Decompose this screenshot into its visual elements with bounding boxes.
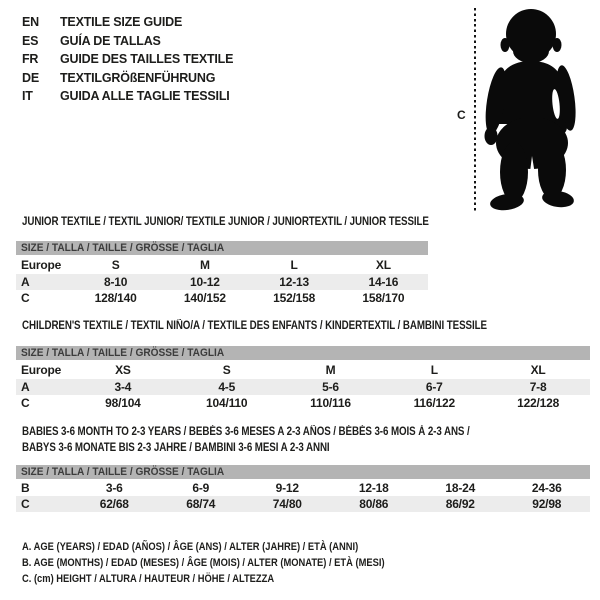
children-size-table (16, 346, 590, 411)
size-header-bar (16, 465, 590, 479)
size-header-text: SIZE / TALLA / TAILLE / GRÖSSE / TAGLIA (21, 242, 225, 254)
table-row-height (16, 290, 428, 306)
row-label: Europe (21, 363, 62, 377)
age-cell: 4-5 (218, 380, 236, 394)
language-code: IT (22, 89, 33, 104)
size-header-text: SIZE / TALLA / TAILLE / GRÖSSE / TAGLIA (21, 347, 225, 359)
children-table-title: CHILDREN'S TEXTILE / TEXTIL NIÑO/A / TEXTILE DES ENFANTS / KINDERTEXTIL / BAMBINI TESSILE (22, 320, 487, 332)
height-cell: 104/110 (206, 396, 248, 410)
footnote-c: C. (cm) HEIGHT / ALTURA / HAUTEUR / HÖHE / ALTEZZA (22, 573, 275, 585)
age-cell: 9-12 (275, 481, 299, 495)
age-cell: 8-10 (104, 275, 128, 289)
age-cell: 14-16 (368, 275, 399, 289)
toddler-silhouette (481, 6, 589, 212)
babies-table-title (22, 424, 470, 456)
language-code: ES (22, 33, 39, 48)
language-row-es (22, 32, 233, 51)
height-cell: 92/98 (532, 497, 562, 511)
table-row-europe (16, 256, 428, 274)
age-cell: 3-6 (105, 481, 123, 495)
table-row-age (16, 379, 590, 395)
table-row-age-months (16, 480, 590, 496)
size-cell: S (222, 363, 231, 377)
language-row-en (22, 13, 233, 32)
language-title-list (22, 13, 233, 106)
size-header-bar (16, 241, 428, 255)
table-row-height (16, 496, 590, 512)
size-header-bar (16, 346, 590, 360)
footnote-b: B. AGE (MONTHS) / EDAD (MESES) / ÂGE (MOIS) / ALTER (MONATE) / ETÀ (MESI) (22, 557, 385, 569)
height-cell: 152/158 (273, 291, 316, 305)
size-cell: XL (530, 363, 546, 377)
size-header-text: SIZE / TALLA / TAILLE / GRÖSSE / TAGLIA (21, 466, 225, 478)
size-cell: L (290, 258, 298, 272)
row-label: B (21, 481, 30, 495)
row-label: A (21, 380, 30, 394)
language-row-de (22, 69, 233, 88)
age-cell: 12-18 (358, 481, 389, 495)
height-cell: 128/140 (94, 291, 137, 305)
row-label: C (21, 396, 30, 410)
size-cell: XS (115, 363, 131, 377)
age-cell: 10-12 (190, 275, 220, 289)
size-cell: XL (375, 258, 391, 272)
height-cell: 80/86 (359, 497, 389, 511)
language-title: GUÍA DE TALLAS (60, 33, 161, 48)
babies-size-table (16, 465, 590, 512)
size-cell: M (325, 363, 336, 377)
language-code: EN (22, 15, 39, 30)
row-label: C (21, 291, 30, 305)
height-cell: 158/170 (362, 291, 405, 305)
age-cell: 3-4 (114, 380, 132, 394)
age-cell: 5-6 (322, 380, 339, 394)
height-cell: 116/122 (413, 396, 455, 410)
age-cell: 6-9 (192, 481, 210, 495)
language-code: FR (22, 52, 39, 67)
language-code: DE (22, 70, 39, 85)
language-row-it (22, 87, 233, 106)
size-cell: S (111, 258, 120, 272)
row-label: C (21, 497, 30, 511)
height-cell: 86/92 (445, 497, 475, 511)
row-label: A (21, 275, 30, 289)
row-label: Europe (21, 258, 62, 272)
table-row-age (16, 274, 428, 290)
babies-title-line2: BABYS 3-6 MONATE BIS 2-3 JAHRE / BAMBINI 3-6 MESI A 2-3 ANNI (22, 442, 330, 454)
footnote-a: A. AGE (YEARS) / EDAD (AÑOS) / ÂGE (ANS) / ALTER (JAHRE) / ETÀ (ANNI) (22, 541, 359, 553)
height-cell: 122/128 (517, 396, 560, 410)
height-cell: 98/104 (105, 396, 141, 410)
age-cell: 6-7 (425, 380, 443, 394)
age-cell: 12-13 (279, 275, 309, 289)
age-cell: 7-8 (529, 380, 547, 394)
junior-table-title: JUNIOR TEXTILE / TEXTIL JUNIOR/ TEXTILE JUNIOR / JUNIORTEXTIL / JUNIOR TESSILE (22, 216, 429, 228)
height-cell: 74/80 (272, 497, 302, 511)
legend-footnotes (22, 539, 449, 587)
height-cell: 68/74 (186, 497, 216, 511)
size-cell: M (199, 258, 210, 272)
age-cell: 18-24 (445, 481, 476, 495)
language-title: GUIDE DES TAILLES TEXTILE (60, 52, 234, 67)
language-title: TEXTILGRÖßENFÜHRUNG (60, 70, 216, 85)
language-row-fr (22, 50, 233, 69)
table-row-europe (16, 361, 590, 379)
height-cell: 62/68 (99, 497, 129, 511)
height-measure-dashed-line (474, 8, 476, 212)
height-measure-label: C (457, 108, 466, 122)
language-title: TEXTILE SIZE GUIDE (60, 15, 183, 30)
babies-title-line1: BABIES 3-6 MONTH TO 2-3 YEARS / BEBÉS 3-6 MESES A 2-3 AÑOS / BÉBÉS 3-6 MOIS À 2-3 ANS / (22, 426, 470, 438)
language-title: GUIDA ALLE TAGLIE TESSILI (60, 89, 230, 104)
size-cell: L (430, 363, 438, 377)
height-cell: 140/152 (183, 291, 226, 305)
height-cell: 110/116 (310, 396, 351, 410)
table-row-height (16, 395, 590, 411)
age-cell: 24-36 (531, 481, 562, 495)
junior-size-table (16, 241, 428, 306)
